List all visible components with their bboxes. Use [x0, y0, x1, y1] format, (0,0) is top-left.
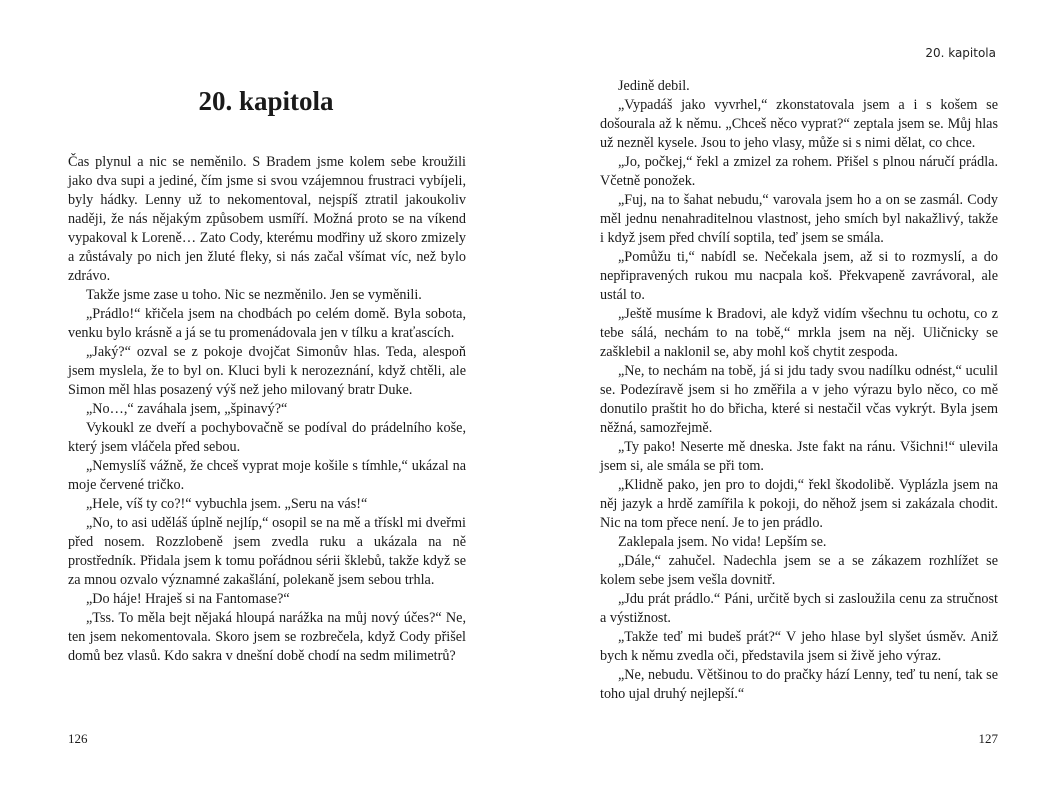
paragraph: „Jo, počkej,“ řekl a zmizel za rohem. Přišel s plnou náručí prádla. Včetně ponožek.	[600, 154, 998, 189]
paragraph: „No…,“ zaváhala jsem, „špinavý?“	[86, 401, 288, 417]
paragraph: „No, to asi uděláš úplně nejlíp,“ osopil se na mě a třískl mi dveřmi před nosem. Rozzlobeně jsem zvedla ruku a ukázala na ně prostředník. Přidala jsem k tomu pořádnou sérii šklebů, takže když se za mnou ozvalo významné zakašlání, polekaně jsem sebou trhla.	[68, 515, 466, 588]
paragraph: „Ještě musíme k Bradovi, ale když vidím všechnu tu ochotu, co z tebe sálá, nechám to na tobě,“ mrkla jsem na něj. Uličnicky se zašklebil a naklonil se, aby mohl koš chytit zespoda.	[600, 306, 998, 360]
paragraph: „Dále,“ zahučel. Nadechla jsem se a se zákazem rozhlížet se kolem sebe jsem vešla dovnitř.	[600, 553, 998, 588]
paragraph: Zaklepala jsem. No vida! Lepším se.	[618, 534, 827, 550]
paragraph: „Klidně pako, jen pro to dojdi,“ řekl škodolibě. Vyplázla jsem na něj jazyk a hrdě zamířila k pokoji, do něhož jsem si zakázala chodit. Nic na tom přece není. Je to jen prádlo.	[600, 477, 998, 531]
paragraph: „Nemyslíš vážně, že chceš vyprat moje košile s tímhle,“ ukázal na moje červené tričko.	[68, 458, 466, 493]
paragraph: „Fuj, na to šahat nebudu,“ varovala jsem ho a on se zasmál. Cody měl jednu nenahraditelnou vlastnost, jeho smích byl nakažlivý, takže i když jsem před chvílí soptila, teď jsem se smála.	[600, 192, 998, 246]
paragraph: „Jdu prát prádlo.“ Páni, určitě bych si zasloužila cenu za stručnost a výstižnost.	[600, 591, 998, 626]
running-head: 20. kapitola	[925, 46, 996, 60]
page-number: 126	[68, 731, 88, 746]
paragraph: „Do háje! Hraješ si na Fantomase?“	[86, 591, 290, 607]
left-page-body	[68, 153, 466, 666]
paragraph: Čas plynul a nic se neměnilo. S Bradem jsme kolem sebe kroužili jako dva supi a jediné, čím jsme si svou vzájemnou frustraci vybíjeli, byly hádky. Lenny už to nekomentoval, nejspíš ztratil jakoukoliv naději, že nás nějakým způsobem usmíří. Možná proto se na víkend vypakoval k Loreně… Zato Cody, kterému modřiny už skoro zmizely a zůstávaly po nich jen žluté fleky, si nás začal všímat víc, než bylo zdrávo.	[68, 154, 466, 284]
paragraph: „Ty pako! Neserte mě dneska. Jste fakt na ránu. Všichni!“ ulevila jsem si, ale smála se při tom.	[600, 439, 998, 474]
paragraph: „Pomůžu ti,“ nabídl se. Nečekala jsem, až si to rozmyslí, a do nepřipravených rukou mu nacpala koš. Překvapeně zavrávoral, ale ustál to.	[600, 249, 998, 303]
page-number: 127	[978, 731, 998, 746]
paragraph: Jedině debil.	[618, 78, 690, 94]
right-page	[532, 0, 1064, 800]
paragraph: Takže jsme zase u toho. Nic se nezměnilo. Jen se vyměnili.	[86, 287, 422, 303]
chapter-title: 20. kapitola	[198, 86, 334, 116]
paragraph: „Ne, to nechám na tobě, já si jdu tady svou nadílku odnést,“ uculil se. Podezíravě jsem si ho změřila a v jeho výrazu bylo něco, co mě donutilo praštit ho do břicha, které si nestačil včas vykrýt. Byla jsem něžná, samozřejmě.	[600, 363, 998, 436]
paragraph: Vykoukl ze dveří a pochybovačně se podíval do prádelního koše, který jsem vláčela před sebou.	[68, 420, 466, 455]
paragraph: „Vypadáš jako vyvrhel,“ zkonstatovala jsem a i s košem se došourala až k němu. „Chceš něco vyprat?“ zeptala jsem se. Můj hlas už nezněl kysele. Jsou to jeho vlasy, může si s nimi dělat, co chce.	[600, 97, 998, 151]
paragraph: „Tss. To měla bejt nějaká hloupá narážka na můj nový účes?“ Ne, ten jsem nekomentovala. Skoro jsem se rozbrečela, když Cody přišel domů bez vlasů. Kdo sakra v dnešní době chodí na sedm milimetrů?	[68, 610, 466, 664]
paragraph: „Takže teď mi budeš prát?“ V jeho hlase byl slyšet úsměv. Aniž bych k němu zvedla oči, představila jsem si živě jeho výraz.	[600, 629, 998, 664]
right-page-body	[600, 77, 998, 704]
paragraph: „Hele, víš ty co?!“ vybuchla jsem. „Seru na vás!“	[86, 496, 368, 512]
paragraph: „Jaký?“ ozval se z pokoje dvojčat Simonův hlas. Teda, alespoň jsem myslela, že to byl on. Kluci byli k nerozeznání, když chtěli, ale Simon měl hlas posazený výš než jeho milovaný bratr Duke.	[68, 344, 466, 398]
paragraph: „Prádlo!“ křičela jsem na chodbách po celém domě. Byla sobota, venku bylo krásně a já se tu promenádovala jen v tílku a kraťascích.	[68, 306, 466, 341]
paragraph: „Ne, nebudu. Většinou to do pračky hází Lenny, teď tu není, tak se toho ujal druhý nejlepší.“	[600, 667, 998, 702]
